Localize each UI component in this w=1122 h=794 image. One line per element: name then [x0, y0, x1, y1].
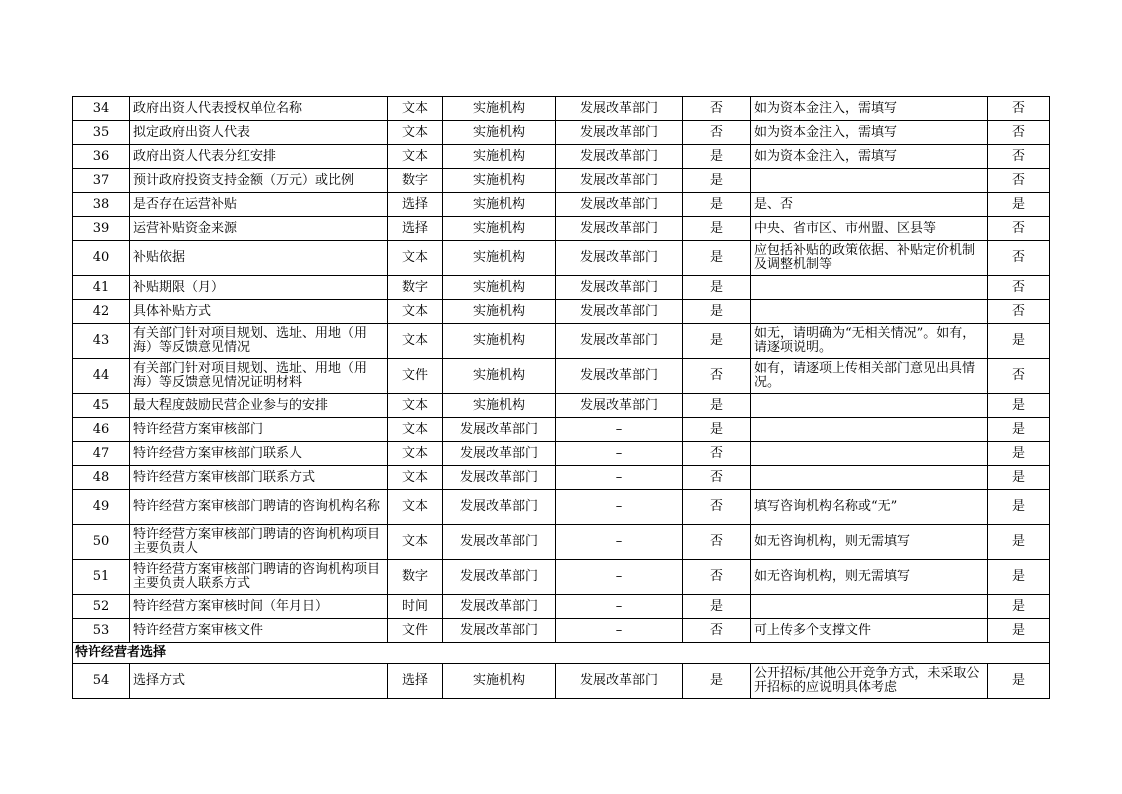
public-flag: 是 [988, 619, 1050, 643]
field-note [751, 442, 988, 466]
field-note [751, 595, 988, 619]
field-type: 文本 [388, 300, 443, 324]
reviewer-dept: 发展改革部门 [556, 394, 683, 418]
table-row [73, 394, 1050, 418]
provider-dept: 发展改革部门 [443, 595, 556, 619]
table-row [73, 121, 1050, 145]
table-row [73, 466, 1050, 490]
reviewer-dept: 发展改革部门 [556, 276, 683, 300]
field-name: 有关部门针对项目规划、选址、用地（用海）等反馈意见情况证明材料 [130, 359, 388, 394]
provider-dept: 实施机构 [443, 664, 556, 699]
row-number: 34 [73, 97, 130, 121]
public-flag: 是 [988, 560, 1050, 595]
table-row [73, 664, 1050, 699]
reviewer-dept: – [556, 619, 683, 643]
field-type: 文本 [388, 442, 443, 466]
provider-dept: 实施机构 [443, 121, 556, 145]
field-note [751, 276, 988, 300]
field-note: 如无咨询机构，则无需填写 [751, 560, 988, 595]
table-body [73, 97, 1050, 699]
field-type: 文本 [388, 525, 443, 560]
public-flag: 是 [988, 394, 1050, 418]
table-row [73, 442, 1050, 466]
reviewer-dept: 发展改革部门 [556, 300, 683, 324]
field-type: 文本 [388, 394, 443, 418]
public-flag: 是 [988, 595, 1050, 619]
field-type: 数字 [388, 276, 443, 300]
reviewer-dept: – [556, 442, 683, 466]
row-number: 44 [73, 359, 130, 394]
required-flag: 否 [683, 490, 751, 525]
provider-dept: 发展改革部门 [443, 619, 556, 643]
reviewer-dept: 发展改革部门 [556, 121, 683, 145]
required-flag: 否 [683, 619, 751, 643]
field-name: 最大程度鼓励民营企业参与的安排 [130, 394, 388, 418]
required-flag: 否 [683, 466, 751, 490]
required-flag: 是 [683, 324, 751, 359]
public-flag: 是 [988, 418, 1050, 442]
row-number: 53 [73, 619, 130, 643]
row-number: 43 [73, 324, 130, 359]
field-name: 特许经营方案审核部门聘请的咨询机构名称 [130, 490, 388, 525]
public-flag: 否 [988, 217, 1050, 241]
field-name: 拟定政府出资人代表 [130, 121, 388, 145]
provider-dept: 发展改革部门 [443, 418, 556, 442]
required-flag: 是 [683, 145, 751, 169]
field-type: 选择 [388, 193, 443, 217]
table-row [73, 169, 1050, 193]
public-flag: 否 [988, 276, 1050, 300]
field-type: 文本 [388, 324, 443, 359]
provider-dept: 发展改革部门 [443, 442, 556, 466]
row-number: 51 [73, 560, 130, 595]
row-number: 47 [73, 442, 130, 466]
field-name: 特许经营方案审核部门联系方式 [130, 466, 388, 490]
provider-dept: 实施机构 [443, 394, 556, 418]
field-note: 应包括补贴的政策依据、补贴定价机制及调整机制等 [751, 241, 988, 276]
field-note: 中央、省市区、市州盟、区县等 [751, 217, 988, 241]
public-flag: 是 [988, 664, 1050, 699]
field-name: 特许经营方案审核时间（年月日） [130, 595, 388, 619]
field-type: 文本 [388, 145, 443, 169]
field-note: 公开招标/其他公开竞争方式，未采取公开招标的应说明具体考虑 [751, 664, 988, 699]
provider-dept: 实施机构 [443, 241, 556, 276]
row-number: 39 [73, 217, 130, 241]
field-name: 运营补贴资金来源 [130, 217, 388, 241]
field-name: 特许经营方案审核部门联系人 [130, 442, 388, 466]
table-row [73, 359, 1050, 394]
field-note: 如为资本金注入，需填写 [751, 121, 988, 145]
field-note [751, 169, 988, 193]
required-flag: 是 [683, 169, 751, 193]
reviewer-dept: – [556, 595, 683, 619]
public-flag: 否 [988, 241, 1050, 276]
required-flag: 否 [683, 359, 751, 394]
required-flag: 否 [683, 560, 751, 595]
field-note: 如无，请明确为“无相关情况”。如有，请逐项说明。 [751, 324, 988, 359]
public-flag: 是 [988, 490, 1050, 525]
field-note [751, 418, 988, 442]
table-row [73, 193, 1050, 217]
reviewer-dept: 发展改革部门 [556, 145, 683, 169]
required-flag: 是 [683, 418, 751, 442]
field-type: 时间 [388, 595, 443, 619]
row-number: 38 [73, 193, 130, 217]
public-flag: 是 [988, 324, 1050, 359]
provider-dept: 发展改革部门 [443, 490, 556, 525]
data-table [72, 96, 1050, 699]
public-flag: 否 [988, 97, 1050, 121]
row-number: 37 [73, 169, 130, 193]
field-name: 是否存在运营补贴 [130, 193, 388, 217]
table-row [73, 490, 1050, 525]
row-number: 52 [73, 595, 130, 619]
field-note: 填写咨询机构名称或“无” [751, 490, 988, 525]
table-row [73, 300, 1050, 324]
reviewer-dept: – [556, 560, 683, 595]
row-number: 49 [73, 490, 130, 525]
table-row [73, 217, 1050, 241]
field-type: 选择 [388, 217, 443, 241]
field-type: 文件 [388, 359, 443, 394]
reviewer-dept: 发展改革部门 [556, 97, 683, 121]
reviewer-dept: – [556, 490, 683, 525]
provider-dept: 实施机构 [443, 324, 556, 359]
field-type: 文件 [388, 619, 443, 643]
provider-dept: 发展改革部门 [443, 560, 556, 595]
field-note: 如无咨询机构，则无需填写 [751, 525, 988, 560]
required-flag: 否 [683, 525, 751, 560]
row-number: 35 [73, 121, 130, 145]
required-flag: 否 [683, 442, 751, 466]
field-note: 如为资本金注入，需填写 [751, 97, 988, 121]
table-row [73, 418, 1050, 442]
field-note: 是、否 [751, 193, 988, 217]
required-flag: 是 [683, 595, 751, 619]
required-flag: 是 [683, 241, 751, 276]
field-type: 文本 [388, 418, 443, 442]
field-type: 数字 [388, 560, 443, 595]
field-name: 政府出资人代表分红安排 [130, 145, 388, 169]
provider-dept: 实施机构 [443, 145, 556, 169]
field-note [751, 394, 988, 418]
field-name: 具体补贴方式 [130, 300, 388, 324]
field-name: 特许经营方案审核部门聘请的咨询机构项目主要负责人联系方式 [130, 560, 388, 595]
table-row [73, 525, 1050, 560]
table-row [73, 97, 1050, 121]
reviewer-dept: 发展改革部门 [556, 359, 683, 394]
field-type: 文本 [388, 490, 443, 525]
public-flag: 否 [988, 359, 1050, 394]
field-note: 如为资本金注入，需填写 [751, 145, 988, 169]
reviewer-dept: 发展改革部门 [556, 193, 683, 217]
table-row [73, 145, 1050, 169]
row-number: 45 [73, 394, 130, 418]
reviewer-dept: 发展改革部门 [556, 169, 683, 193]
public-flag: 是 [988, 442, 1050, 466]
row-number: 50 [73, 525, 130, 560]
row-number: 36 [73, 145, 130, 169]
provider-dept: 发展改革部门 [443, 466, 556, 490]
required-flag: 是 [683, 217, 751, 241]
public-flag: 否 [988, 145, 1050, 169]
field-name: 特许经营方案审核部门 [130, 418, 388, 442]
field-name: 预计政府投资支持金额（万元）或比例 [130, 169, 388, 193]
reviewer-dept: 发展改革部门 [556, 241, 683, 276]
reviewer-dept: 发展改革部门 [556, 324, 683, 359]
field-name: 补贴依据 [130, 241, 388, 276]
required-flag: 否 [683, 121, 751, 145]
required-flag: 否 [683, 97, 751, 121]
field-note: 可上传多个支撑文件 [751, 619, 988, 643]
provider-dept: 实施机构 [443, 217, 556, 241]
field-type: 数字 [388, 169, 443, 193]
reviewer-dept: – [556, 525, 683, 560]
provider-dept: 实施机构 [443, 359, 556, 394]
reviewer-dept: 发展改革部门 [556, 217, 683, 241]
field-note: 如有，请逐项上传相关部门意见出具情况。 [751, 359, 988, 394]
required-flag: 是 [683, 300, 751, 324]
table-row [73, 324, 1050, 359]
public-flag: 是 [988, 193, 1050, 217]
field-type: 文本 [388, 241, 443, 276]
field-type: 文本 [388, 121, 443, 145]
row-number: 48 [73, 466, 130, 490]
row-number: 42 [73, 300, 130, 324]
row-number: 41 [73, 276, 130, 300]
reviewer-dept: – [556, 418, 683, 442]
public-flag: 否 [988, 300, 1050, 324]
required-flag: 是 [683, 664, 751, 699]
reviewer-dept: 发展改革部门 [556, 664, 683, 699]
section-title: 特许经营者选择 [73, 643, 1050, 664]
required-flag: 是 [683, 394, 751, 418]
provider-dept: 发展改革部门 [443, 525, 556, 560]
provider-dept: 实施机构 [443, 300, 556, 324]
reviewer-dept: – [556, 466, 683, 490]
row-number: 54 [73, 664, 130, 699]
provider-dept: 实施机构 [443, 169, 556, 193]
field-name: 补贴期限（月） [130, 276, 388, 300]
field-name: 政府出资人代表授权单位名称 [130, 97, 388, 121]
provider-dept: 实施机构 [443, 193, 556, 217]
public-flag: 否 [988, 121, 1050, 145]
field-name: 有关部门针对项目规划、选址、用地（用海）等反馈意见情况 [130, 324, 388, 359]
field-type: 选择 [388, 664, 443, 699]
provider-dept: 实施机构 [443, 97, 556, 121]
field-name: 特许经营方案审核部门聘请的咨询机构项目主要负责人 [130, 525, 388, 560]
field-name: 特许经营方案审核文件 [130, 619, 388, 643]
required-flag: 是 [683, 276, 751, 300]
row-number: 40 [73, 241, 130, 276]
row-number: 46 [73, 418, 130, 442]
field-name: 选择方式 [130, 664, 388, 699]
table-row [73, 276, 1050, 300]
field-type: 文本 [388, 466, 443, 490]
table-row [73, 595, 1050, 619]
required-flag: 是 [683, 193, 751, 217]
field-note [751, 300, 988, 324]
table-row [73, 241, 1050, 276]
public-flag: 否 [988, 169, 1050, 193]
public-flag: 是 [988, 525, 1050, 560]
provider-dept: 实施机构 [443, 276, 556, 300]
table-row [73, 619, 1050, 643]
public-flag: 是 [988, 466, 1050, 490]
field-type: 文本 [388, 97, 443, 121]
field-note [751, 466, 988, 490]
table-row [73, 560, 1050, 595]
section-row [73, 643, 1050, 664]
